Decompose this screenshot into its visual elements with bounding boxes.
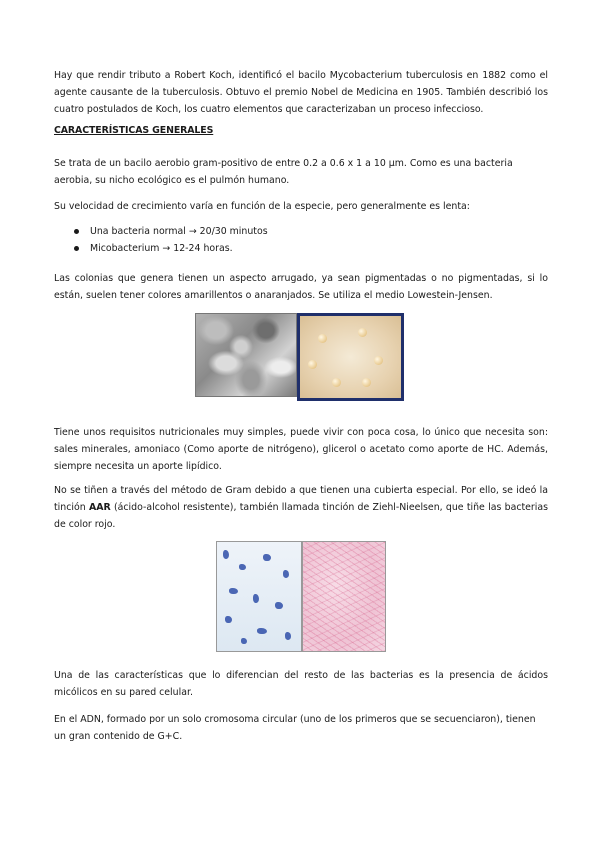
stained-cell [229,588,238,594]
bullet-icon [74,246,79,251]
stained-cell [225,616,232,623]
colony-culture-image [297,313,404,401]
blue-stain-image [216,541,302,652]
paragraph-colonies: Las colonias que genera tienen un aspecto arrugado, ya sean pigmentadas o no pigmentadas, si lo están, suelen tener colores amarillentos o anaranjados. Se utiliza el medio Lowestein-Jensen. [54,273,548,301]
paragraph-growth: Su velocidad de crecimiento varía en función de la especie, pero generalmente es lenta: [54,201,470,212]
paragraph-nutrition: Tiene unos requisitos nutricionales muy simples, puede vivir con poca cosa, lo único que necesita son: sales minerales, amoniaco (Como aporte de nitrógeno), glicerol o acetato como aporte de HC. Además, siempre necesita un aporte lipídico. [54,427,548,472]
intro-paragraph: Hay que rendir tributo a Robert Koch, identificó el bacilo Mycobacterium tuberculosis en 1882 como el agente causante de la tuberculosis. Obtuvo el premio Nobel de Medicina en 1905. También describió los cuatro postulados de Koch, los cuatro elementos que caracterizaban un proceso infeccioso. [54,70,548,115]
paragraph-staining: No se tiñen a través del método de Gram debido a que tienen una cubierta especial. Por ello, se ideó la tinción AAR (ácido-alcohol resistente), también llamada tinción de Ziehl-Nieelsen, que tiñe las bacterias de color rojo. [54,485,549,530]
colony-spot [374,356,383,365]
colony-micrograph-image [195,313,297,397]
aar-term: AAR [88,502,111,513]
red-stain-image [302,541,386,652]
growth-list [54,223,268,257]
colony-spot [358,328,367,337]
stained-cell [263,554,271,561]
paragraph-dna: En el ADN, formado por un solo cromosoma circular (uno de los primeros que se secuenciaron), tienen un gran contenido de G+C. [54,714,536,742]
bullet-icon [74,229,79,234]
stained-cell [241,638,247,644]
colony-spot [318,334,327,343]
colony-spot [308,360,317,369]
list-item: Micobacterium → 12-24 horas. [54,240,268,257]
stained-cell [275,602,283,609]
paragraph-morphology: Se trata de un bacilo aerobio gram-positivo de entre 0.2 a 0.6 x 1 a 10 µm. Como es una bacteria aerobia, su nicho ecológico es el pulmón humano. [54,158,513,186]
stained-cell [257,628,267,634]
stained-cell [239,564,246,570]
stained-cell [283,570,289,578]
stained-cell [253,594,259,603]
list-item: Una bacteria normal → 20/30 minutos [54,223,268,240]
section-heading: CARACTERÍSTICAS GENERALES [54,125,214,136]
paragraph-mycolic: Una de las características que lo diferencian del resto de las bacterias es la presencia de ácidos micólicos en su pared celular. [54,670,548,698]
colony-spot [362,378,371,387]
colony-spot [332,378,341,387]
stained-cell [223,550,229,559]
stained-cell [285,632,291,640]
